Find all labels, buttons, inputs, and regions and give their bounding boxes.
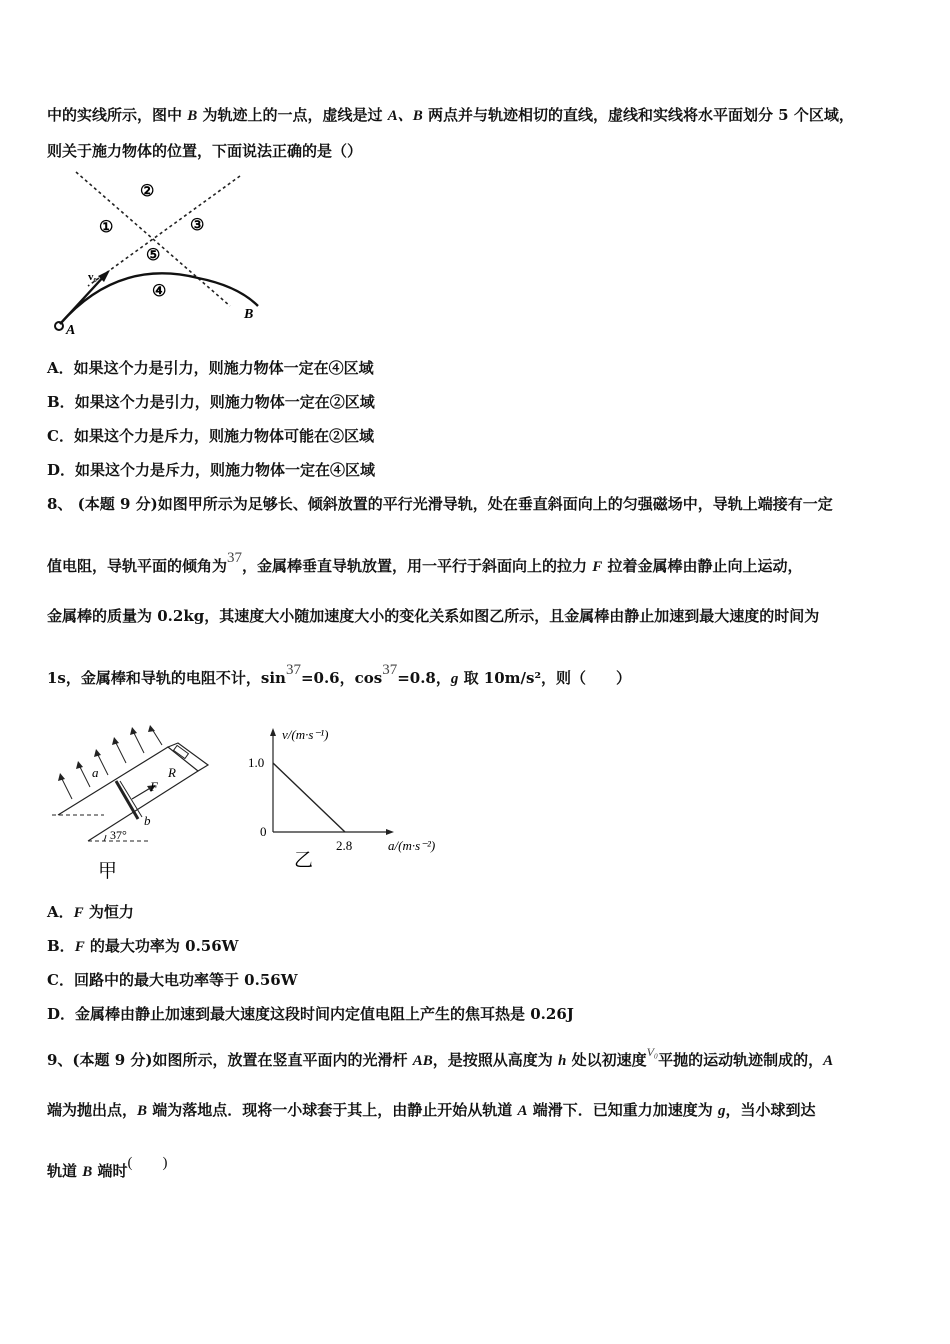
q8-option-c[interactable]: C．回路中的最大电功率等于 0.56W xyxy=(47,971,298,989)
point-a-label: A xyxy=(66,323,76,338)
point-b-label: B xyxy=(244,307,254,322)
angle-label: 37° xyxy=(110,828,127,842)
region-1-label: ① xyxy=(99,219,114,236)
q7-trajectory-figure xyxy=(48,168,268,340)
b-field-arrow-3 xyxy=(98,755,108,775)
q7-line1: 中的实线所示，图中 B 为轨迹上的一点，虚线是过 A、B 两点并与轨迹相切的直线，虚线和实线将水平面划分 5 个区域， xyxy=(47,106,854,124)
label-a: a xyxy=(92,765,99,780)
q9-line2: 端为抛出点，B 端为落地点．现将一小球套于其上，由静止开始从轨道 A 端滑下．已知重力加速度为 g，当小球到达 xyxy=(47,1101,816,1119)
label-f: F xyxy=(150,779,158,794)
b-field-arrowhead-2 xyxy=(76,761,83,769)
q8-option-d[interactable]: D．金属棒由静止加速到最大速度这段时间内定值电阻上产生的焦耳热是 0.26J xyxy=(47,1005,574,1023)
b-field-arrow-1 xyxy=(62,779,72,799)
q7-option-a[interactable]: A．如果这个力是引力，则施力物体一定在④区域 xyxy=(47,359,374,377)
b-field-arrow-4 xyxy=(116,743,126,763)
q8-figure-yi-chart xyxy=(240,720,440,880)
x-axis-label: a/(m·s⁻²) xyxy=(388,838,436,853)
b-field-arrow-6 xyxy=(152,729,162,745)
b-field-arrowhead-1 xyxy=(58,773,65,781)
b-field-arrow-2 xyxy=(80,767,90,787)
q8-line3: 金属棒的质量为 0.2kg，其速度大小随加速度大小的变化关系如图乙所示，且金属棒由静止加速到最大速度的时间为 xyxy=(47,607,820,625)
series-line-v-a xyxy=(273,763,345,832)
q7-option-b[interactable]: B．如果这个力是引力，则施力物体一定在②区域 xyxy=(47,393,375,411)
point-a-marker xyxy=(55,322,63,330)
region-4-label: ④ xyxy=(152,283,167,300)
v0-label: v₀ xyxy=(88,271,97,283)
q7-option-d[interactable]: D．如果这个力是斥力，则施力物体一定在④区域 xyxy=(47,461,376,479)
q8-figure-jia xyxy=(48,725,218,885)
resistor-box xyxy=(174,745,189,758)
region-3-label: ③ xyxy=(190,217,205,234)
q7-option-c[interactable]: C．如果这个力是斥力，则施力物体可能在②区域 xyxy=(47,427,374,445)
caption-jia: 甲 xyxy=(98,861,118,882)
q7-line2: 则关于施力物体的位置，下面说法正确的是（） xyxy=(47,142,363,160)
caption-yi: 乙 xyxy=(294,850,314,871)
x-axis-arrowhead xyxy=(386,829,394,835)
q8-option-b[interactable]: B．F 的最大功率为 0.56W xyxy=(47,937,239,955)
rail-lower xyxy=(88,771,198,841)
q8-option-a[interactable]: A．F 为恒力 xyxy=(47,903,134,921)
b-field-arrowhead-3 xyxy=(94,749,101,757)
velocity-arrow xyxy=(60,274,106,324)
q9-line1: 9、(本题 9 分)如图所示，放置在竖直平面内的光滑杆 AB，是按照从高度为 h 处以初速度$^{V_0}$平抛的运动轨迹制成的，A xyxy=(47,1045,834,1069)
y-axis-arrowhead xyxy=(270,728,276,736)
region-2-label: ② xyxy=(140,183,155,200)
origin-label: 0 xyxy=(260,824,267,839)
q8-line2: 值电阻，导轨平面的倾角为37，金属棒垂直导轨放置，用一平行于斜面向上的拉力 F 拉着金属棒由静止向上运动， xyxy=(47,550,803,575)
angle-arc xyxy=(104,835,106,841)
metal-rod xyxy=(116,781,138,819)
y-tick-label: 1.0 xyxy=(248,755,265,770)
metal-rod-edge xyxy=(120,781,142,817)
label-b: b xyxy=(144,813,151,828)
q8-line4: 1s，金属棒和导轨的电阻不计，sin37=0.6，cos37=0.8，g 取 10m/s²，则（ ） xyxy=(47,662,632,687)
q9-line3: 轨道 B 端时( ) xyxy=(47,1155,168,1180)
region-5-label: ⑤ xyxy=(146,247,161,264)
x-tick-label: 2.8 xyxy=(336,838,353,853)
y-axis-label: v/(m·s⁻¹) xyxy=(282,727,329,742)
b-field-arrow-5 xyxy=(134,733,144,753)
label-r: R xyxy=(168,765,176,780)
b-field-arrowhead-5 xyxy=(130,727,137,735)
q8-line1: 8、 (本题 9 分)如图甲所示为足够长、倾斜放置的平行光滑导轨，处在垂直斜面向上的匀强磁场中，导轨上端接有一定 xyxy=(47,495,833,513)
b-field-arrowhead-6 xyxy=(148,725,155,732)
b-field-arrowhead-4 xyxy=(112,737,119,745)
